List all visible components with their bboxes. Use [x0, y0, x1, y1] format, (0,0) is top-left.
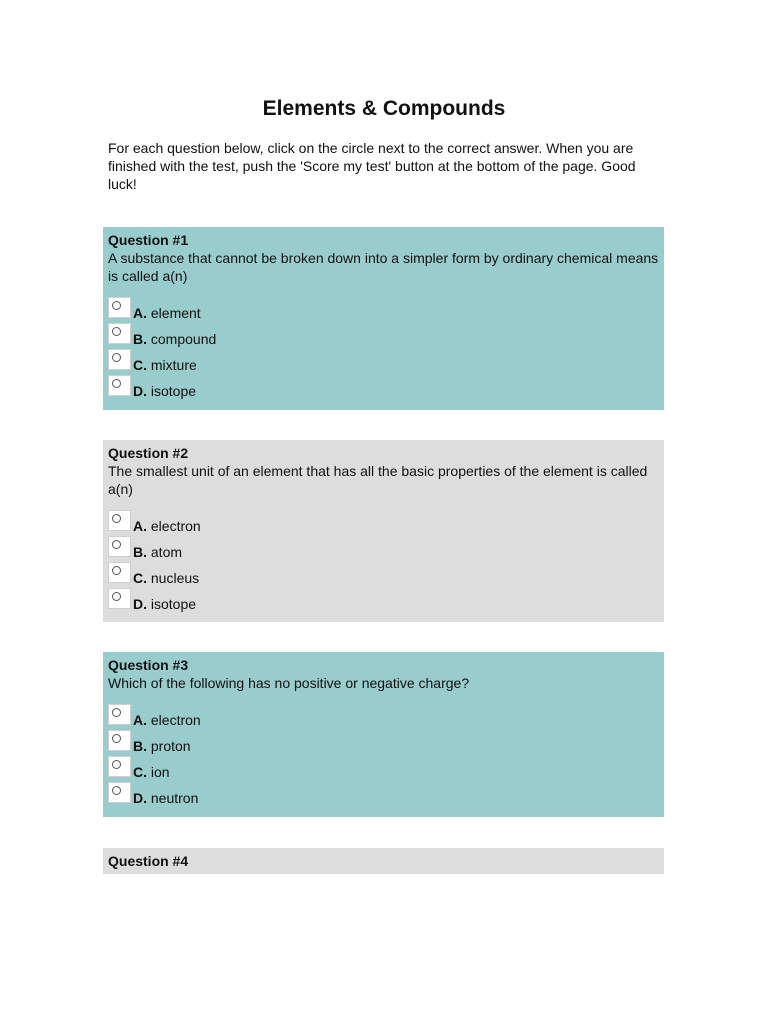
radio-button-c[interactable]	[108, 756, 131, 777]
answer-option-c[interactable]	[108, 757, 659, 783]
answer-letter: A.	[133, 305, 147, 321]
radio-circle-icon	[112, 379, 121, 388]
question-block-1	[103, 227, 664, 410]
answer-label	[133, 543, 182, 563]
answer-option-a[interactable]	[108, 705, 659, 731]
radio-circle-icon	[112, 734, 121, 743]
answer-label	[133, 569, 199, 589]
radio-button-c[interactable]	[108, 349, 131, 370]
answer-text: electron	[150, 712, 201, 728]
answer-letter: C.	[133, 570, 147, 586]
question-heading: Question #4	[108, 853, 189, 869]
answer-letter: A.	[133, 518, 147, 534]
radio-circle-icon	[112, 353, 121, 362]
answer-label	[133, 304, 201, 324]
question-block-2	[103, 440, 664, 622]
answer-text: nucleus	[150, 570, 200, 586]
answer-option-d[interactable]	[108, 783, 659, 809]
question-text: A substance that cannot be broken down into a simpler form by ordinary chemical means is called a(n)	[108, 250, 659, 284]
answer-letter: C.	[133, 764, 147, 780]
answer-label	[133, 737, 191, 757]
answer-option-d[interactable]	[108, 376, 659, 402]
answer-text: atom	[150, 544, 183, 560]
question-heading: Question #3	[108, 657, 189, 673]
answer-text: mixture	[150, 357, 197, 373]
answer-options	[108, 705, 659, 809]
radio-circle-icon	[112, 301, 121, 310]
question-text: Which of the following has no positive or negative charge?	[108, 675, 470, 691]
radio-circle-icon	[112, 540, 121, 549]
radio-button-b[interactable]	[108, 536, 131, 557]
answer-text: compound	[150, 331, 217, 347]
radio-circle-icon	[112, 708, 121, 717]
answer-text: element	[150, 305, 201, 321]
page-title: Elements & Compounds	[262, 97, 506, 120]
answer-letter: D.	[133, 596, 147, 612]
answer-text: neutron	[150, 790, 199, 806]
answer-option-b[interactable]	[108, 324, 659, 350]
answer-label	[133, 789, 198, 809]
radio-circle-icon	[112, 592, 121, 601]
radio-button-b[interactable]	[108, 730, 131, 751]
radio-circle-icon	[112, 566, 121, 575]
radio-circle-icon	[112, 327, 121, 336]
answer-letter: D.	[133, 790, 147, 806]
answer-option-a[interactable]	[108, 511, 659, 537]
answer-text: proton	[150, 738, 191, 754]
radio-button-a[interactable]	[108, 297, 131, 318]
radio-button-a[interactable]	[108, 704, 131, 725]
answer-option-c[interactable]	[108, 350, 659, 376]
answer-text: isotope	[150, 383, 197, 399]
answer-label	[133, 330, 216, 350]
question-heading: Question #1	[108, 232, 189, 248]
answer-letter: A.	[133, 712, 147, 728]
question-block-4	[103, 848, 664, 874]
answer-options	[108, 298, 659, 402]
answer-option-b[interactable]	[108, 731, 659, 757]
answer-label	[133, 382, 196, 402]
answer-label	[133, 763, 170, 783]
answer-label	[133, 356, 197, 376]
answer-letter: C.	[133, 357, 147, 373]
radio-circle-icon	[112, 514, 121, 523]
question-text: The smallest unit of an element that has all the basic properties of the element is called a(n)	[108, 463, 648, 497]
answer-option-a[interactable]	[108, 298, 659, 324]
answer-text: electron	[150, 518, 201, 534]
answer-option-c[interactable]	[108, 563, 659, 589]
radio-button-b[interactable]	[108, 323, 131, 344]
answer-letter: B.	[133, 544, 147, 560]
question-heading: Question #2	[108, 445, 189, 461]
radio-button-d[interactable]	[108, 375, 131, 396]
answer-option-d[interactable]	[108, 589, 659, 615]
radio-button-d[interactable]	[108, 588, 131, 609]
question-block-3	[103, 652, 664, 817]
answer-letter: B.	[133, 331, 147, 347]
radio-button-a[interactable]	[108, 510, 131, 531]
answer-option-b[interactable]	[108, 537, 659, 563]
answer-options	[108, 511, 659, 615]
answer-letter: D.	[133, 383, 147, 399]
instructions-text: For each question below, click on the circle next to the correct answer. When you are finished with the test, push the 'Score my test' button at the bottom of the page. Good luck!	[108, 140, 636, 192]
answer-label	[133, 517, 201, 537]
radio-button-d[interactable]	[108, 782, 131, 803]
radio-circle-icon	[112, 760, 121, 769]
answer-letter: B.	[133, 738, 147, 754]
radio-circle-icon	[112, 786, 121, 795]
answer-text: ion	[150, 764, 170, 780]
answer-label	[133, 595, 196, 615]
radio-button-c[interactable]	[108, 562, 131, 583]
answer-text: isotope	[150, 596, 197, 612]
answer-label	[133, 711, 201, 731]
